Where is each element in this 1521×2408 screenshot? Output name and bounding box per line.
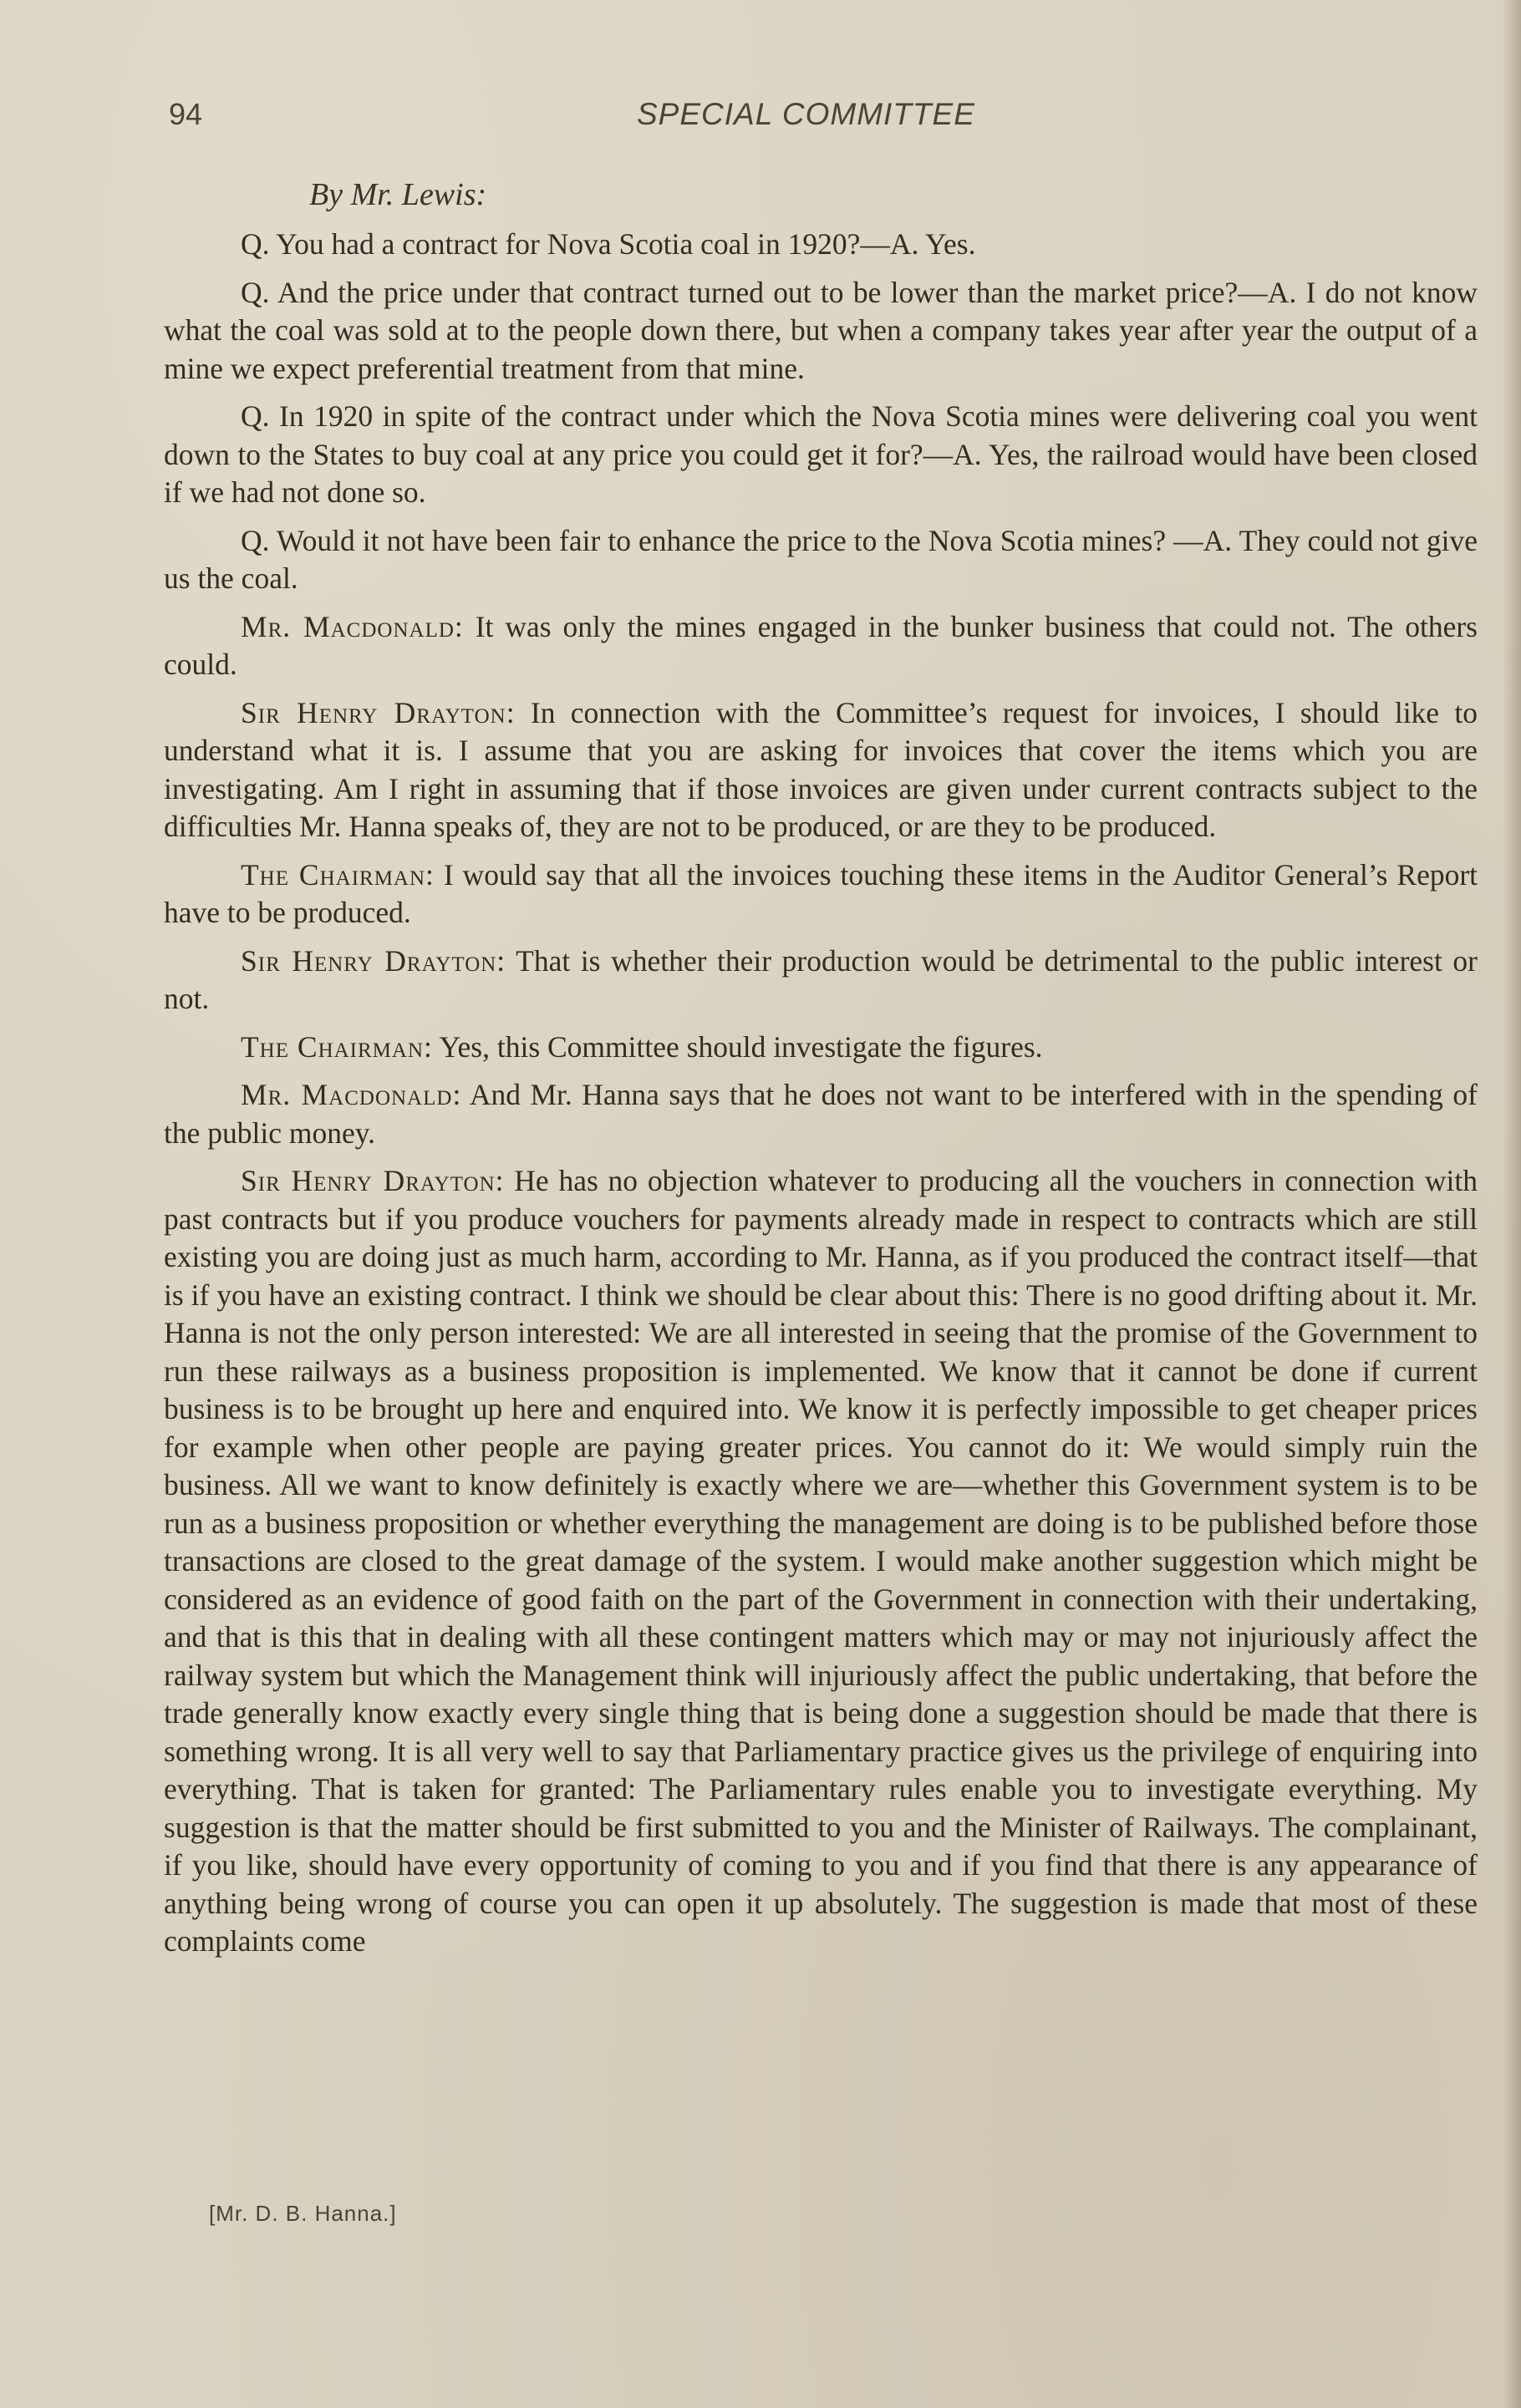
paragraph	[164, 608, 1478, 684]
speaker-name: Sir Henry Drayton:	[241, 943, 506, 978]
running-head: SPECIAL COMMITTEE	[637, 97, 975, 131]
paragraph-text: It was only the mines engaged in the bunker business that could not. The others could.	[164, 609, 1478, 681]
paragraph-text: I would say that all the invoices touching these items in the Auditor General’s Report have to be produced.	[164, 857, 1478, 929]
speaker-name: The Chairman:	[241, 857, 435, 892]
speaker-name: Sir Henry Drayton:	[241, 1164, 505, 1197]
speaker-name: Mr. Macdonald:	[241, 609, 464, 643]
paragraph	[164, 522, 1478, 598]
page-footer-note: [Mr. D. B. Hanna.]	[209, 2201, 397, 2226]
paragraph	[164, 1162, 1478, 1961]
paragraph-text: He has no objection whatever to producing all the vouchers in connection with past contracts but if you produce vouchers for payments already made in respect to contracts which are still existing you are doing just as much harm, according to Mr. Hanna, as if you produced the contract itself—that is if you have an existing contract. I think we should be clear about this: There is no good drifting about it. Mr. Hanna is not the only person interested: We are all interested in seeing that the promise of the Government to run these railways as a business proposition is implemented. We know that it cannot be done if current business is to be brought up here and enquired into. We know it is perfectly impossible to get cheaper prices for example when other people are paying greater prices. You cannot do it: We would simply ruin the business. All we want to know definitely is exactly where we are—whether this Government system is to be run as a business proposition or whether everything the management are doing is to be published before those transactions are closed to the great damage of the system. I would make another suggestion which might be considered as an evidence of good faith on the part of the Government in connection with their undertaking, and that is this that in dealing with all these contingent matters which may or may not injuriously affect the railway system but which the Management think will injuriously affect the public undertaking, that before the trade generally know exactly every single thing that is being done a suggestion should be made that there is something wrong. It is all very well to say that Parliamentary practice gives us the privilege of enquiring into everything. That is taken for granted: The Parliamentary rules enable you to investigate everything. My suggestion is that the matter should be first submitted to you and the Minister of Railways. The complainant, if you like, should have every opportunity of coming to you and if you find that there is any appearance of anything being wrong of course you can open it up absolutely. The suggestion is made that most of these complaints come	[164, 1164, 1478, 1958]
paragraph-text: In connection with the Committee’s request for invoices, I should like to understand what it is. I assume that you are asking for invoices that cover the items which you are investigating. Am I right in assuming that if those invoices are given under current contracts subject to the difficulties Mr. Hanna speaks of, they are not to be produced, or are they to be produced.	[164, 695, 1478, 843]
paragraph-text: And Mr. Hanna says that he does not want to be interfered with in the spending of the public money.	[164, 1078, 1478, 1150]
paragraph-text: Yes, this Committee should investigate the figures.	[439, 1029, 1043, 1064]
speaker-name: Mr. Macdonald:	[241, 1078, 462, 1111]
page-body	[164, 175, 1478, 1971]
speaker-name: Sir Henry Drayton:	[241, 695, 516, 729]
paragraph	[164, 942, 1478, 1019]
page-number: 94	[169, 97, 203, 131]
paragraph	[164, 398, 1478, 512]
paragraph	[164, 694, 1478, 846]
paragraph	[164, 856, 1478, 932]
page-edge-shadow	[1503, 0, 1521, 2408]
paragraph-text: Q. In 1920 in spite of the contract under which the Nova Scotia mines were delivering coal you went down to the States to buy coal at any price you could get it for?—A. Yes, the railroad would have been closed if we had not done so.	[164, 399, 1478, 509]
paragraph	[164, 226, 1478, 264]
paragraph-text: Q. You had a contract for Nova Scotia coal in 1920?—A. Yes.	[241, 227, 976, 261]
paragraph	[164, 1076, 1478, 1152]
paragraph-text: That is whether their production would be detrimental to the public interest or not.	[164, 943, 1478, 1015]
speaker-name: The Chairman:	[241, 1029, 433, 1064]
paragraph-text: Q. And the price under that contract turned out to be lower than the market price?—A. I do not know what the coal was sold at to the people down there, but when a company takes year after year the output of a mine we expect preferential treatment from that mine.	[164, 275, 1478, 385]
page-header	[169, 97, 1473, 139]
paragraph	[164, 274, 1478, 389]
paragraph-text: Q. Would it not have been fair to enhance the price to the Nova Scotia mines? —A. They could not give us the coal.	[164, 523, 1478, 595]
byline: By Mr. Lewis:	[309, 177, 487, 212]
paragraph	[164, 1029, 1478, 1067]
